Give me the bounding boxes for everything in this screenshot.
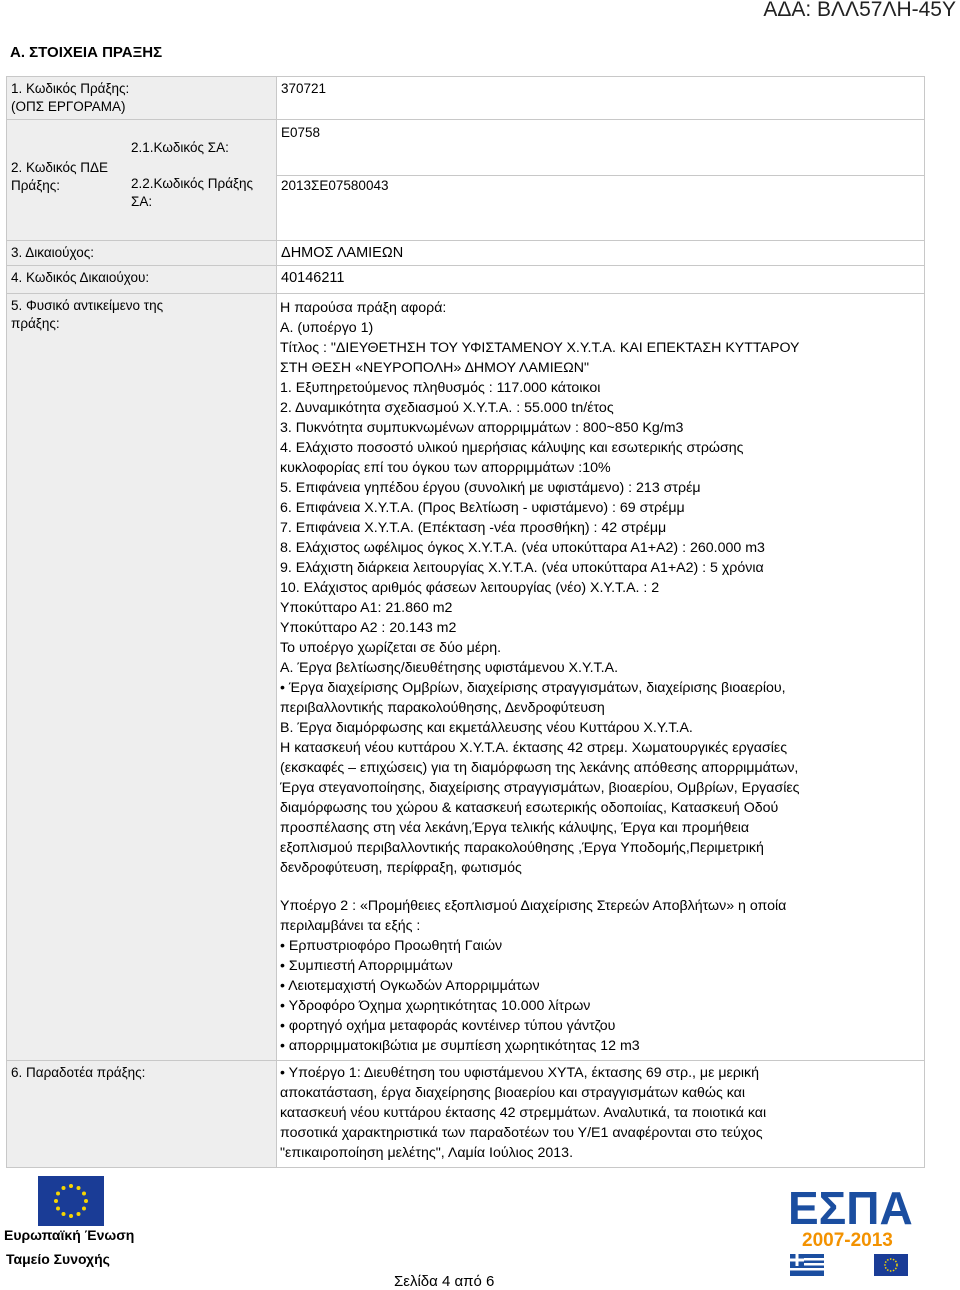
- project-code-sublabel: (ΟΠΣ ΕΡΓΟΡΑΜΑ): [11, 99, 126, 114]
- project-details-table: [6, 76, 925, 1168]
- eu-star: [62, 1186, 66, 1190]
- sa-project-code-value: 2013ΣΕ07580043: [281, 178, 389, 193]
- project-code-value: 370721: [281, 81, 327, 96]
- table-row-pde-code: [7, 120, 925, 241]
- text-line: 3. Πυκνότητα συμπυκνωμένων απορριμμάτων : 800~850 Kg/m3: [280, 420, 684, 436]
- pde-code-sublabel: Πράξης:: [11, 178, 61, 193]
- divider: [276, 175, 925, 176]
- value-cell: [277, 120, 925, 241]
- text-line: διαμόρφωσης του χώρου & κατασκευή εσωτερικής οδοποιίας, Κατασκευή Οδού: [280, 800, 779, 816]
- page-number: Σελίδα 4 από 6: [394, 1273, 495, 1290]
- greek-flag-icon: [790, 1254, 824, 1276]
- text-line: αποκατάσταση, έργα διαχείρησης βιοαερίου και στραγγισμάτων καθώς και: [280, 1085, 746, 1101]
- label-cell: [7, 1061, 277, 1168]
- text-line: περιβαλλοντικής παρακολούθησης, Δενδροφύτευση: [280, 700, 605, 716]
- text-line: ΣΤΗ ΘΕΣΗ «ΝΕΥΡΟΠΟΛΗ» ΔΗΜΟΥ ΛΑΜΙΕΩΝ": [280, 360, 589, 376]
- text-line: 5. Επιφάνεια γηπέδου έργου (συνολική με υφιστάμενο) : 213 στρέμ: [280, 480, 701, 496]
- cohesion-fund-label: Ταμείο Συνοχής: [6, 1251, 110, 1267]
- eu-star: [82, 1207, 86, 1211]
- list-item: • Συμπιεστή Απορριμμάτων: [280, 958, 453, 974]
- sa-code-label: 2.1.Κωδικός ΣΑ:: [131, 140, 229, 155]
- value-cell: [277, 294, 925, 1061]
- label-cell: [7, 294, 277, 1061]
- project-code-label: 1. Κωδικός Πράξης:: [11, 81, 130, 96]
- table-row-beneficiary: [7, 241, 925, 266]
- eu-small-flag-icon: [874, 1254, 908, 1276]
- text-line: "επικαιροποίηση μελέτης", Λαμία Ιούλιος 2013.: [280, 1145, 574, 1161]
- text-line: Α. Έργα βελτίωσης/διευθέτησης υφιστάμενου Χ.Υ.Τ.Α.: [280, 660, 619, 676]
- label-cell: [7, 266, 277, 294]
- sa-project-code-sublabel: ΣΑ:: [131, 194, 153, 209]
- text-line: προσπέλασης στη νέα λεκάνη,Έργα τελικής κάλυψης, Έργα και προμήθεια: [280, 820, 750, 836]
- text-line: δενδροφύτευση, περίφραξη, φωτισμός: [280, 860, 522, 876]
- value-cell: [277, 77, 925, 120]
- text-line: 6. Επιφάνεια Χ.Υ.Τ.Α. (Προς Βελτίωση - υφιστάμενο) : 69 στρέμμ: [280, 500, 685, 516]
- table-row-deliverables: [7, 1061, 925, 1168]
- label-cell: [7, 120, 277, 241]
- eu-star: [62, 1212, 66, 1216]
- table-row-beneficiary-code: [7, 266, 925, 294]
- text-line: Α. (υποέργο 1): [280, 320, 374, 336]
- sa-project-code-label: 2.2.Κωδικός Πράξης: [131, 176, 254, 191]
- list-item: • απορριμματοκιβώτια με συμπίεση χωρητικότητας 12 m3: [280, 1038, 640, 1054]
- eu-star: [69, 1214, 73, 1218]
- eu-star: [77, 1212, 81, 1216]
- text-line: Η κατασκευή νέου κυττάρου Χ.Υ.Τ.Α. έκτασης 42 στρεμ. Χωματουργικές εργασίες: [280, 740, 788, 756]
- text-line: Έργα στεγανοποίησης, διαχείρισης στραγγισμάτων, βιοαερίου, Ομβρίων, Εργασίες: [280, 780, 800, 796]
- text-line: 7. Επιφάνεια Χ.Υ.Τ.Α. (Επέκταση -νέα προσθήκη) : 42 στρέμμ: [280, 520, 667, 536]
- text-line: • Υποέργο 1: Διευθέτηση του υφιστάμενου ΧΥΤΑ, έκτασης 69 στρ., με μερική: [280, 1065, 760, 1081]
- espa-years: 2007-2013: [802, 1230, 893, 1251]
- text-line: 2. Δυναμικότητα σχεδιασμού Χ.Υ.Τ.Α. : 55.000 tn/έτος: [280, 400, 614, 416]
- beneficiary-label: 3. Δικαιούχος:: [11, 245, 95, 260]
- text-line: Το υποέργο χωρίζεται σε δύο μέρη.: [280, 640, 502, 656]
- deliverables-label: 6. Παραδοτέα πράξης:: [11, 1065, 146, 1080]
- eu-star: [82, 1192, 86, 1196]
- text-line: περιλαμβάνει τα εξής :: [280, 918, 421, 934]
- text-line: 4. Ελάχιστο ποσοστό υλικού ημερήσιας κάλυψης και εσωτερικής στρώσης: [280, 440, 744, 456]
- text-line: Υποκύτταρο Α1: 21.860 m2: [280, 600, 453, 616]
- list-item: • φορτηγό οχήμα μεταφοράς κοντέινερ τύπου γάντζου: [280, 1018, 616, 1034]
- text-line: Υποέργο 2 : «Προμήθειες εξοπλισμού Διαχείρισης Στερεών Αποβλήτων» η οποία: [280, 898, 787, 914]
- eu-star: [54, 1199, 58, 1203]
- text-line: 10. Ελάχιστος αριθμός φάσεων λειτουργίας (νέο) Χ.Υ.Τ.Α. : 2: [280, 580, 660, 596]
- physical-object-text: [277, 294, 924, 1060]
- text-line: Η παρούσα πράξη αφορά:: [280, 300, 447, 316]
- eu-star: [77, 1186, 81, 1190]
- label-cell: [7, 241, 277, 266]
- text-line: 8. Ελάχιστος ωφέλιμος όγκος Χ.Υ.Τ.Α. (νέα υποκύτταρα Α1+Α2) : 260.000 m3: [280, 540, 765, 556]
- sa-code-value: Ε0758: [281, 125, 321, 140]
- text-line: • Έργα διαχείρισης Ομβρίων, διαχείρισης στραγγισμάτων, διαχείρισης βιοαερίου,: [280, 680, 786, 696]
- espa-logo: [780, 1172, 920, 1280]
- value-cell: [277, 241, 925, 266]
- espa-logo-text: ΕΣΠΑ: [788, 1182, 913, 1234]
- text-line: ποσοτικά χαρακτηριστικά των παραδοτέων του Υ/Ε1 αναφέρονται στο τεύχος: [280, 1125, 763, 1141]
- table-row-project-code: [7, 77, 925, 120]
- text-line: Β. Έργα διαμόρφωσης και εκμετάλλευσης νέου Κυττάρου Χ.Υ.Τ.Α.: [280, 720, 693, 736]
- text-line: 1. Εξυπηρετούμενος πληθυσμός : 117.000 κάτοικοι: [280, 380, 601, 396]
- list-item: • Ερπυστριοφόρο Προωθητή Γαιών: [280, 938, 503, 954]
- ada-code: ΑΔΑ: ΒΛΛ57ΛΗ-45Υ: [763, 0, 956, 21]
- table-row-physical-object: [7, 294, 925, 1061]
- eu-star: [84, 1199, 88, 1203]
- text-line: Υποκύτταρο Α2 : 20.143 m2: [280, 620, 457, 636]
- eu-star: [69, 1184, 73, 1188]
- text-line: (εκσκαφές – επιχώσεις) για τη διαμόρφωση της λεκάνης απόθεσης απορριμμάτων,: [280, 760, 799, 776]
- beneficiary-code-label: 4. Κωδικός Δικαιούχου:: [11, 270, 150, 285]
- eu-star: [56, 1207, 60, 1211]
- deliverables-text: [277, 1061, 924, 1167]
- beneficiary-code-value: 40146211: [281, 270, 345, 286]
- eu-flag-icon: [38, 1176, 104, 1226]
- pde-code-label: 2. Κωδικός ΠΔΕ: [11, 160, 109, 175]
- section-title: Α. ΣΤΟΙΧΕΙΑ ΠΡΑΞΗΣ: [10, 44, 163, 61]
- eu-star: [56, 1192, 60, 1196]
- text-line: κατασκευή νέου κυττάρου έκτασης 42 στρεμμάτων. Αναλυτικά, τα ποιοτικά και: [280, 1105, 767, 1121]
- text-line: κυκλοφορίας επί του όγκου των απορριμμάτων :10%: [280, 460, 611, 476]
- list-item: • Υδροφόρο Όχημα χωρητικότητας 10.000 λίτρων: [280, 998, 591, 1014]
- page-footer: [0, 1160, 960, 1290]
- value-cell: [277, 266, 925, 294]
- physical-object-label: 5. Φυσικό αντικείμενο της: [11, 298, 164, 313]
- list-item: • Λειοτεμαχιστή Ογκωδών Απορριμμάτων: [280, 978, 540, 994]
- text-line: εξοπλισμού περιβαλλοντικής παρακολούθησης ,Έργα Υποδομής,Περιμετρική: [280, 840, 764, 856]
- beneficiary-value: ΔΗΜΟΣ ΛΑΜΙΕΩΝ: [281, 245, 404, 261]
- label-cell: [7, 77, 277, 120]
- text-line: 9. Ελάχιστη διάρκεια λειτουργίας Χ.Υ.Τ.Α. (νέα υποκύτταρα Α1+Α2) : 5 χρόνια: [280, 560, 764, 576]
- text-line: Τίτλος : "ΔΙΕΥΘΕΤΗΣΗ ΤΟΥ ΥΦΙΣΤΑΜΕΝΟΥ Χ.Υ.Τ.Α. ΚΑΙ ΕΠΕΚΤΑΣΗ ΚΥΤΤΑΡΟΥ: [280, 340, 800, 356]
- value-cell: [277, 1061, 925, 1168]
- eu-label: Ευρωπαϊκή Ένωση: [4, 1227, 135, 1243]
- physical-object-sublabel: πράξης:: [11, 316, 60, 331]
